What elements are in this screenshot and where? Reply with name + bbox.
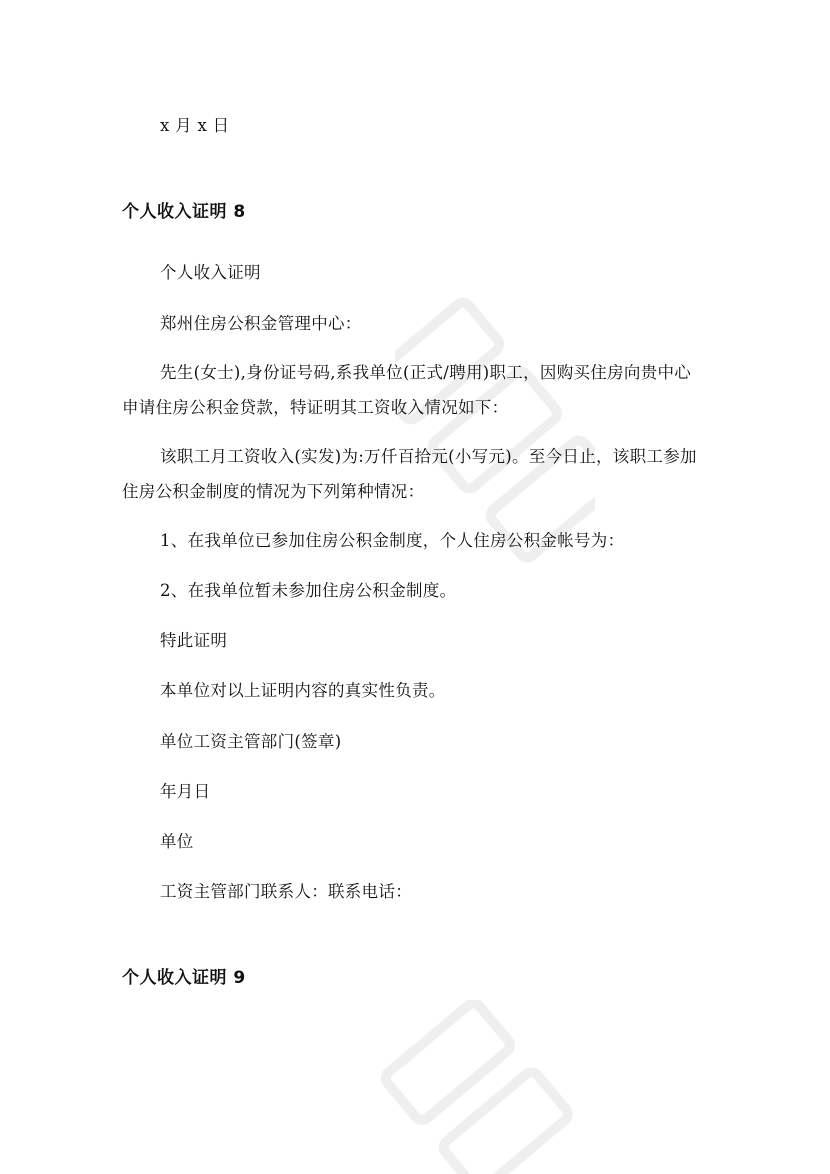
date-line: x 月 x 日 (160, 116, 230, 135)
certificate-title: 个人收入证明 (160, 263, 261, 282)
contact-line: 工资主管部门联系人：联系电话： (160, 882, 412, 901)
watermark-logo (380, 1000, 580, 1174)
department-seal-line: 单位工资主管部门(签章) (160, 732, 342, 751)
section-9-heading: 个人收入证明 9 (122, 968, 246, 988)
certify-statement: 特此证明 (160, 631, 228, 650)
responsibility-statement: 本单位对以上证明内容的真实性负责。 (160, 681, 446, 700)
date-blank-line: 年月日 (160, 782, 211, 801)
list-item-1: 1、在我单位已参加住房公积金制度，个人住房公积金帐号为： (160, 531, 625, 550)
watermark-logo (395, 290, 595, 570)
list-item-2: 2、在我单位暂未参加住房公积金制度。 (160, 581, 457, 600)
section-8-heading: 个人收入证明 8 (122, 202, 246, 222)
paragraph-2-line-1: 该职工月工资收入(实发)为:万仟百拾元(小写元)。至今日止，该职工参加 (160, 447, 697, 466)
addressee: 郑州住房公积金管理中心： (160, 314, 362, 333)
paragraph-2-line-2: 住房公积金制度的情况为下列第种情况： (122, 482, 425, 501)
paragraph-1-line-2: 申请住房公积金贷款，特证明其工资收入情况如下： (122, 398, 509, 417)
unit-line: 单位 (160, 832, 194, 851)
paragraph-1-line-1: 先生(女士),身份证号码,系我单位(正式/聘用)职工，因购买住房向贵中心 (160, 363, 692, 382)
